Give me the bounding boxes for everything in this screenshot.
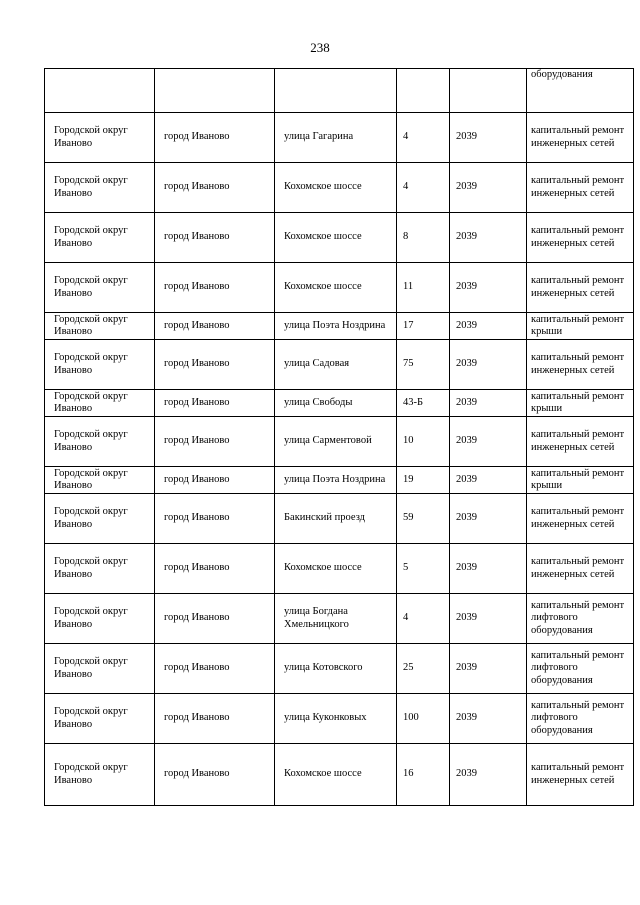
house-cell: 19 xyxy=(397,467,450,494)
district-cell: Городской округ Иваново xyxy=(45,544,155,594)
work-cell: капитальный ремонт крыши xyxy=(527,390,634,417)
street-cell: Бакинский проезд xyxy=(275,494,397,544)
house-cell: 17 xyxy=(397,313,450,340)
house-cell: 59 xyxy=(397,494,450,544)
work-cell: капитальный ремонт инженерных сетей xyxy=(527,163,634,213)
work-cell: капитальный ремонт лифтового оборудования xyxy=(527,644,634,694)
street-cell: улица Сарментовой xyxy=(275,417,397,467)
table-row xyxy=(45,694,634,744)
table-row xyxy=(45,417,634,467)
city-cell: город Иваново xyxy=(155,467,275,494)
street-cell: улица Куконковых xyxy=(275,694,397,744)
district-cell: Городской округ Иваново xyxy=(45,744,155,806)
work-cell: капитальный ремонт инженерных сетей xyxy=(527,213,634,263)
house-cell: 10 xyxy=(397,417,450,467)
year-cell: 2039 xyxy=(450,313,527,340)
year-cell: 2039 xyxy=(450,467,527,494)
table-row xyxy=(45,113,634,163)
year-cell: 2039 xyxy=(450,694,527,744)
year-cell: 2039 xyxy=(450,163,527,213)
district-cell xyxy=(45,69,155,113)
city-cell: город Иваново xyxy=(155,544,275,594)
house-cell: 4 xyxy=(397,163,450,213)
street-cell: Кохомское шоссе xyxy=(275,263,397,313)
work-cell: капитальный ремонт крыши xyxy=(527,467,634,494)
street-cell: улица Садовая xyxy=(275,340,397,390)
city-cell: город Иваново xyxy=(155,390,275,417)
table-row xyxy=(45,467,634,494)
house-cell: 43-Б xyxy=(397,390,450,417)
house-cell: 8 xyxy=(397,213,450,263)
page-number: 238 xyxy=(310,40,330,55)
work-cell: капитальный ремонт лифтового оборудования xyxy=(527,594,634,644)
street-cell: улица Поэта Ноздрина xyxy=(275,313,397,340)
city-cell: город Иваново xyxy=(155,313,275,340)
city-cell: город Иваново xyxy=(155,113,275,163)
table-row xyxy=(45,213,634,263)
year-cell: 2039 xyxy=(450,744,527,806)
district-cell: Городской округ Иваново xyxy=(45,163,155,213)
work-cell: капитальный ремонт инженерных сетей xyxy=(527,417,634,467)
city-cell: город Иваново xyxy=(155,644,275,694)
year-cell: 2039 xyxy=(450,594,527,644)
year-cell: 2039 xyxy=(450,263,527,313)
city-cell xyxy=(155,69,275,113)
street-cell: улица Поэта Ноздрина xyxy=(275,467,397,494)
district-cell: Городской округ Иваново xyxy=(45,213,155,263)
year-cell: 2039 xyxy=(450,113,527,163)
street-cell: Кохомское шоссе xyxy=(275,544,397,594)
city-cell: город Иваново xyxy=(155,263,275,313)
year-cell: 2039 xyxy=(450,390,527,417)
district-cell: Городской округ Иваново xyxy=(45,390,155,417)
year-cell xyxy=(450,69,527,113)
district-cell: Городской округ Иваново xyxy=(45,694,155,744)
work-cell: оборудования xyxy=(527,69,634,113)
year-cell: 2039 xyxy=(450,340,527,390)
house-cell xyxy=(397,69,450,113)
house-cell: 16 xyxy=(397,744,450,806)
district-cell: Городской округ Иваново xyxy=(45,340,155,390)
street-cell: Кохомское шоссе xyxy=(275,744,397,806)
table-row xyxy=(45,263,634,313)
city-cell: город Иваново xyxy=(155,417,275,467)
district-cell: Городской округ Иваново xyxy=(45,417,155,467)
city-cell: город Иваново xyxy=(155,163,275,213)
table-row xyxy=(45,390,634,417)
year-cell: 2039 xyxy=(450,417,527,467)
table-row xyxy=(45,744,634,806)
table-row xyxy=(45,544,634,594)
district-cell: Городской округ Иваново xyxy=(45,263,155,313)
repair-schedule-table xyxy=(44,68,634,806)
house-cell: 75 xyxy=(397,340,450,390)
work-cell: капитальный ремонт инженерных сетей xyxy=(527,544,634,594)
table-row xyxy=(45,594,634,644)
work-cell: капитальный ремонт инженерных сетей xyxy=(527,744,634,806)
year-cell: 2039 xyxy=(450,644,527,694)
house-cell: 5 xyxy=(397,544,450,594)
district-cell: Городской округ Иваново xyxy=(45,113,155,163)
table-row xyxy=(45,163,634,213)
district-cell: Городской округ Иваново xyxy=(45,494,155,544)
house-cell: 11 xyxy=(397,263,450,313)
table-row xyxy=(45,340,634,390)
house-cell: 4 xyxy=(397,113,450,163)
house-cell: 4 xyxy=(397,594,450,644)
table-row xyxy=(45,644,634,694)
street-cell: Кохомское шоссе xyxy=(275,163,397,213)
work-cell: капитальный ремонт инженерных сетей xyxy=(527,340,634,390)
work-cell: капитальный ремонт инженерных сетей xyxy=(527,494,634,544)
district-cell: Городской округ Иваново xyxy=(45,467,155,494)
city-cell: город Иваново xyxy=(155,340,275,390)
house-cell: 100 xyxy=(397,694,450,744)
district-cell: Городской округ Иваново xyxy=(45,594,155,644)
street-cell: улица Гагарина xyxy=(275,113,397,163)
house-cell: 25 xyxy=(397,644,450,694)
city-cell: город Иваново xyxy=(155,594,275,644)
table-row-continued xyxy=(45,69,634,113)
street-cell xyxy=(275,69,397,113)
year-cell: 2039 xyxy=(450,213,527,263)
street-cell: улица Богдана Хмельницкого xyxy=(275,594,397,644)
year-cell: 2039 xyxy=(450,544,527,594)
city-cell: город Иваново xyxy=(155,744,275,806)
table-row xyxy=(45,494,634,544)
city-cell: город Иваново xyxy=(155,694,275,744)
work-cell: капитальный ремонт инженерных сетей xyxy=(527,113,634,163)
table-row xyxy=(45,313,634,340)
street-cell: Кохомское шоссе xyxy=(275,213,397,263)
district-cell: Городской округ Иваново xyxy=(45,644,155,694)
city-cell: город Иваново xyxy=(155,213,275,263)
city-cell: город Иваново xyxy=(155,494,275,544)
work-cell: капитальный ремонт инженерных сетей xyxy=(527,263,634,313)
street-cell: улица Свободы xyxy=(275,390,397,417)
work-cell: капитальный ремонт крыши xyxy=(527,313,634,340)
district-cell: Городской округ Иваново xyxy=(45,313,155,340)
work-cell: капитальный ремонт лифтового оборудования xyxy=(527,694,634,744)
street-cell: улица Котовского xyxy=(275,644,397,694)
year-cell: 2039 xyxy=(450,494,527,544)
